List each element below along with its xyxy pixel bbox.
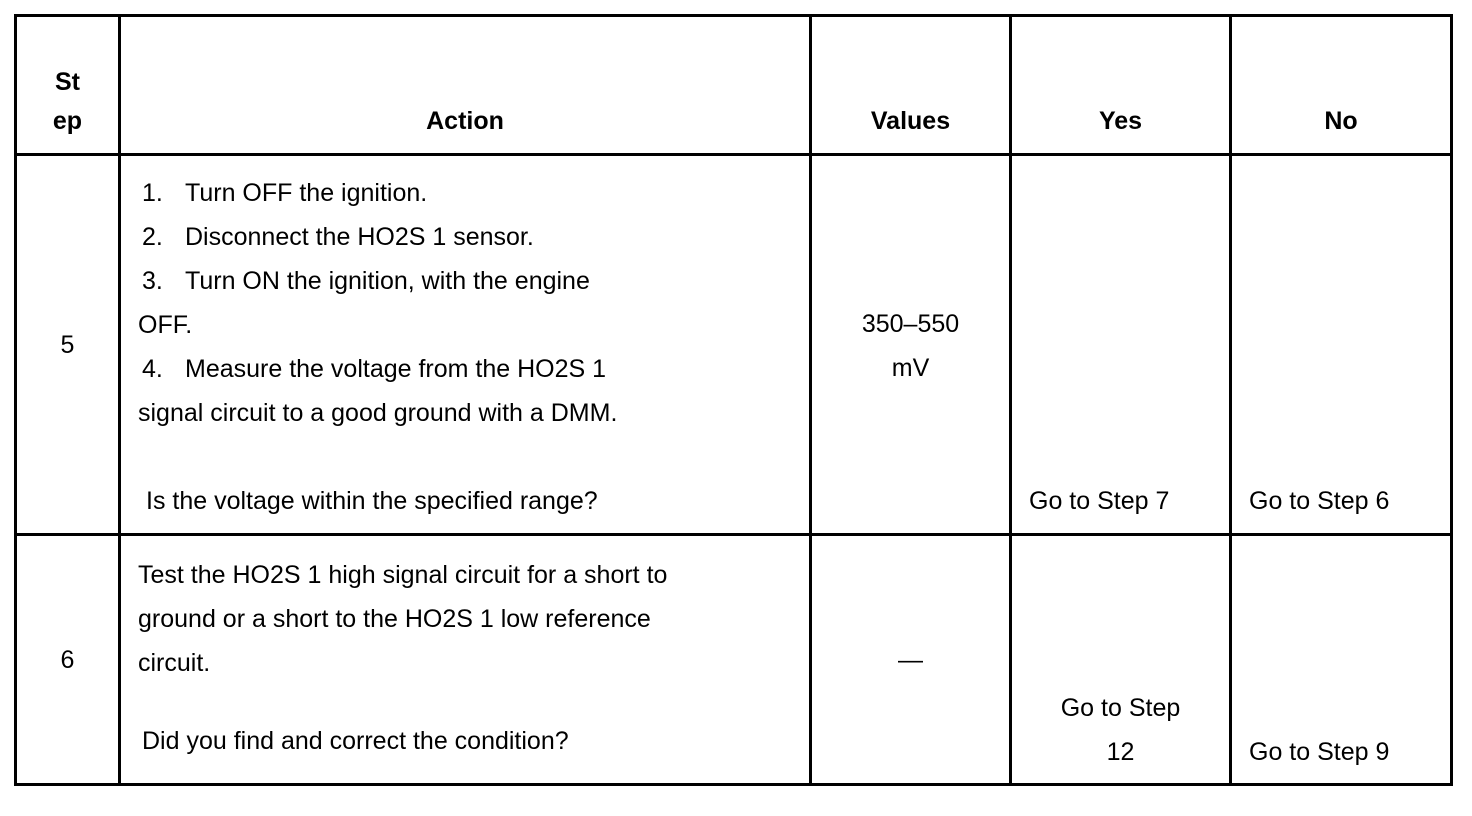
values-range: 350–550 [861, 310, 960, 338]
action-item-2 [138, 215, 799, 259]
values-text [812, 302, 1009, 390]
header-row [16, 16, 1452, 155]
table-row-step-5 [16, 155, 1452, 535]
action-cell [120, 155, 811, 535]
action-item-number: 4. [142, 355, 163, 383]
values-cell [811, 155, 1011, 535]
action-item-3 [138, 259, 799, 303]
header-action: Action [120, 16, 811, 155]
action-item-number: 3. [142, 267, 163, 295]
action-item-number: 1. [142, 179, 163, 207]
yes-cell [1011, 535, 1231, 785]
action-question: Did you find and correct the condition? [142, 727, 569, 755]
yes-line-2: 12 [1106, 738, 1135, 766]
action-item-text: Turn ON the ignition, with the engine [185, 267, 590, 295]
action-item-1 [138, 171, 799, 215]
values-text: — [898, 646, 923, 674]
yes-cell [1011, 155, 1231, 535]
no-cell [1231, 535, 1452, 785]
header-yes: Yes [1011, 16, 1231, 155]
action-question: Is the voltage within the specified range? [146, 487, 598, 515]
values-cell [811, 535, 1011, 785]
action-line: Test the HO2S 1 high signal circuit for a short to [138, 561, 668, 589]
action-item-text: Disconnect the HO2S 1 sensor. [185, 223, 534, 251]
action-item-4 [138, 347, 799, 391]
step-number: 5 [16, 155, 120, 535]
values-unit: mV [891, 354, 930, 382]
yes-go-to-step: Go to Step 7 [1029, 487, 1170, 515]
header-no: No [1231, 16, 1452, 155]
action-item-text: Turn OFF the ignition. [185, 179, 428, 207]
action-item-4-continuation: signal circuit to a good ground with a DMM. [138, 399, 618, 427]
yes-line-1: Go to Step [1060, 694, 1181, 722]
header-step-line2: ep [52, 107, 83, 135]
action-text [138, 553, 799, 685]
table-row-step-6 [16, 535, 1452, 785]
no-go-to-step: Go to Step 9 [1249, 738, 1390, 766]
header-values: Values [811, 16, 1011, 155]
action-cell [120, 535, 811, 785]
action-item-number: 2. [142, 223, 163, 251]
no-cell [1231, 155, 1452, 535]
yes-go-to-step [1012, 686, 1229, 774]
action-line: ground or a short to the HO2S 1 low reference [138, 605, 651, 633]
step-number: 6 [16, 535, 120, 785]
action-item-text: Measure the voltage from the HO2S 1 [185, 355, 607, 383]
no-go-to-step: Go to Step 6 [1249, 487, 1390, 515]
header-step-line1: St [55, 68, 80, 96]
action-item-3-continuation: OFF. [138, 311, 193, 339]
header-step [16, 16, 120, 155]
action-list [138, 171, 799, 435]
action-line: circuit. [138, 649, 211, 677]
diagnostic-table [14, 14, 1453, 786]
